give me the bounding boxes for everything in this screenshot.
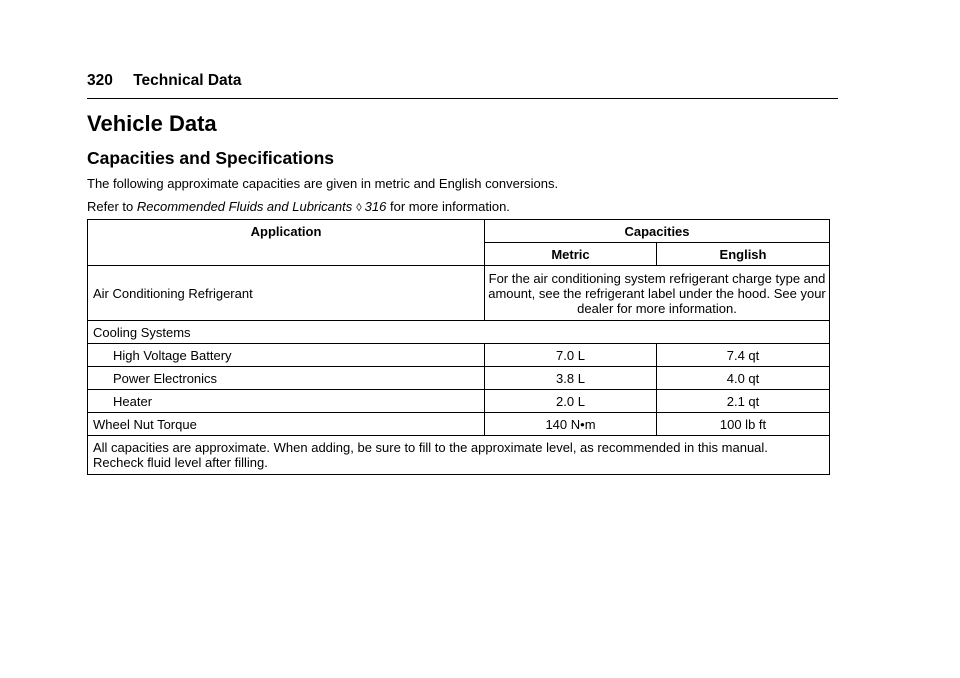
table-row [88, 390, 830, 413]
section-heading: Capacities and Specifications [87, 148, 335, 168]
table-row [88, 367, 830, 390]
page-title: Vehicle Data [87, 111, 217, 136]
reference-paragraph [87, 199, 510, 214]
row-english: 2.1 qt [657, 390, 830, 413]
header-english: English [657, 243, 830, 266]
table-row [88, 436, 830, 475]
header-rule [87, 98, 838, 99]
table-row [88, 321, 830, 344]
page-number: 320 [87, 72, 113, 89]
cross-reference-arrow-icon: ◊ [356, 202, 362, 214]
table-footnote: All capacities are approximate. When adding, be sure to fill to the approximate level, as recommended in this manual. Recheck fluid level after filling. [88, 436, 830, 475]
cross-reference-page[interactable]: 316 [364, 199, 387, 214]
page-header [87, 72, 241, 90]
torque-metric: 140 N•m [485, 413, 657, 436]
row-english: 7.4 qt [657, 344, 830, 367]
ac-note: For the air conditioning system refrigerant charge type and amount, see the refrigerant label under the hood. See your dealer for more information. [485, 266, 830, 321]
row-metric: 2.0 L [485, 390, 657, 413]
header-metric: Metric [485, 243, 657, 266]
table-row [88, 413, 830, 436]
table-row [88, 344, 830, 367]
table-row [88, 266, 830, 321]
row-label: Power Electronics [88, 367, 485, 390]
row-english: 4.0 qt [657, 367, 830, 390]
row-label: Heater [88, 390, 485, 413]
row-metric: 7.0 L [485, 344, 657, 367]
refer-suffix: for more information. [389, 199, 510, 214]
cross-reference-link[interactable]: Recommended Fluids and Lubricants [136, 199, 353, 214]
header-capacities: Capacities [485, 220, 830, 243]
header-application: Application [88, 220, 485, 266]
refer-prefix: Refer to [87, 199, 134, 214]
torque-label: Wheel Nut Torque [88, 413, 485, 436]
row-label: High Voltage Battery [88, 344, 485, 367]
torque-english: 100 lb ft [657, 413, 830, 436]
section-title: Technical Data [133, 72, 242, 89]
row-metric: 3.8 L [485, 367, 657, 390]
cooling-systems-label: Cooling Systems [88, 321, 830, 344]
ac-label: Air Conditioning Refrigerant [88, 266, 485, 321]
capacities-table [87, 219, 830, 475]
intro-paragraph: The following approximate capacities are given in metric and English conversions. [87, 176, 559, 191]
